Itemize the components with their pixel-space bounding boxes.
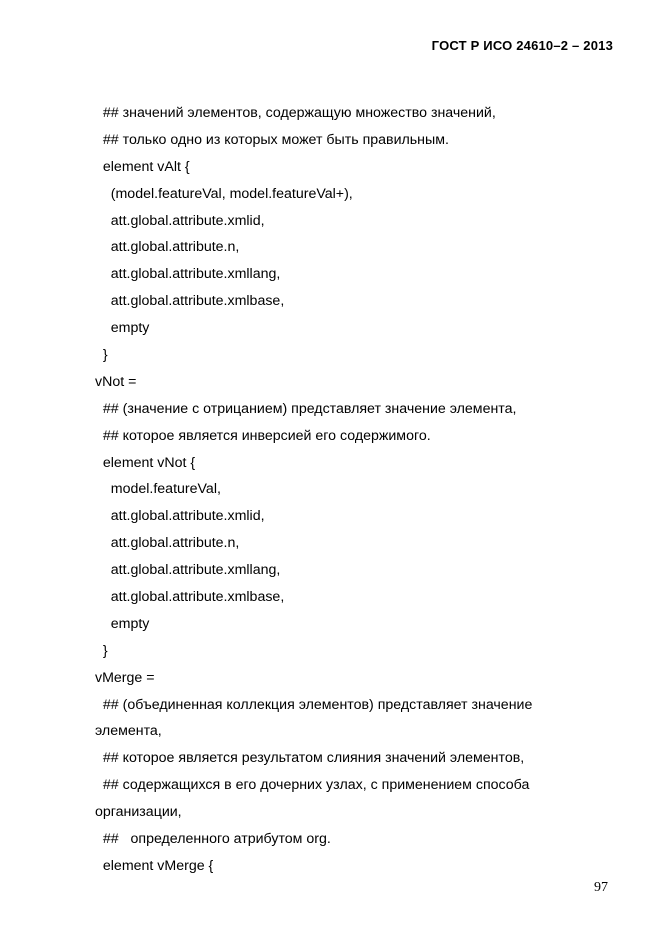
text-line: empty	[95, 615, 150, 632]
text-line: организации,	[95, 804, 182, 821]
text-line: element vAlt {	[95, 158, 190, 175]
text-line: att.global.attribute.xmlid,	[95, 212, 265, 229]
text-line: att.global.attribute.n,	[95, 239, 240, 256]
text-line: ## содержащихся в его дочерних узлах, с применением способа	[95, 777, 530, 794]
page-number: 97	[594, 880, 608, 895]
text-line: vNot =	[95, 373, 137, 390]
schema-text	[95, 100, 605, 880]
text-line: model.featureVal,	[95, 481, 221, 498]
text-line: att.global.attribute.n,	[95, 535, 240, 552]
text-line: ## которое является инверсией его содержимого.	[95, 427, 431, 444]
text-line: element vMerge {	[95, 857, 214, 874]
document-header: ГОСТ Р ИСО 24610–2 – 2013	[431, 38, 613, 53]
text-line: ## которое является результатом слияния значений элементов,	[95, 750, 525, 767]
text-line: att.global.attribute.xmlbase,	[95, 293, 285, 310]
text-line: empty	[95, 320, 150, 337]
text-line: vMerge =	[95, 669, 155, 686]
text-line: att.global.attribute.xmlbase,	[95, 589, 285, 606]
text-line: ## (значение с отрицанием) представляет значение элемента,	[95, 400, 517, 417]
text-line: элемента,	[95, 723, 162, 740]
text-line: }	[95, 642, 108, 659]
text-line: }	[95, 347, 108, 364]
text-line: att.global.attribute.xmllang,	[95, 266, 281, 283]
text-line: ## определенного атрибутом org.	[95, 831, 331, 848]
text-line: ## только одно из которых может быть правильным.	[95, 131, 449, 148]
text-line: att.global.attribute.xmlid,	[95, 508, 265, 525]
text-line: (model.featureVal, model.featureVal+),	[95, 185, 353, 202]
text-line: ## (объединенная коллекция элементов) представляет значение	[95, 696, 533, 713]
text-line: att.global.attribute.xmllang,	[95, 562, 281, 579]
text-line: element vNot {	[95, 454, 196, 471]
text-line: ## значений элементов, содержащую множество значений,	[95, 105, 496, 121]
